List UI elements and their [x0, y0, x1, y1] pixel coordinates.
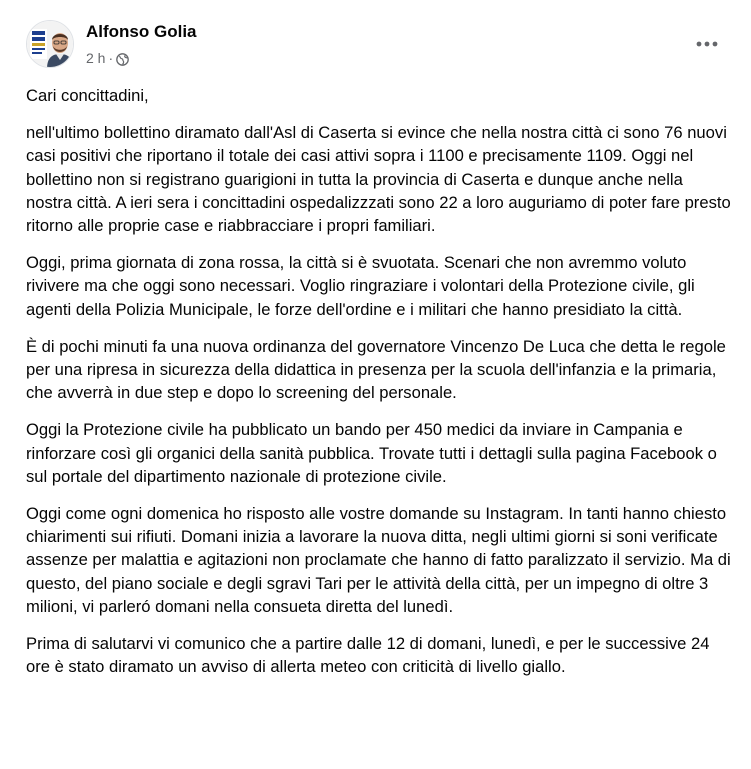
more-options-icon[interactable]: [689, 26, 725, 62]
post-paragraph: Cari concittadini,: [26, 86, 149, 105]
post-paragraph: Oggi la Protezione civile ha pubblicato un bando per 450 medici da inviare in Campania e rinforzare così gli organici della sanità pubblica. Trovate tutti i dettagli sulla pagina Facebook o sul portale del dipartimento nazionale di protezione civile.: [26, 420, 717, 486]
post-meta: [86, 49, 129, 67]
avatar[interactable]: [26, 20, 74, 68]
post-timestamp[interactable]: 2 h: [86, 50, 106, 66]
globe-icon[interactable]: [116, 52, 129, 65]
post-paragraph: È di pochi minuti fa una nuova ordinanza del governatore Vincenzo De Luca che detta le regole per una ripresa in sicurezza della didattica in presenza per la scuola dell'infanzia e la primaria, che avverrà in due step e dopo lo screening del personale.: [26, 336, 726, 403]
post-paragraph: Prima di salutarvi vi comunico che a partire dalle 12 di domani, lunedì, e per le successive 24 ore è stato diramato un avviso di allerta meteo con criticità di livello giallo.: [26, 634, 710, 677]
post-paragraph: Oggi, prima giornata di zona rossa, la città si è svuotata. Scenari che non avremmo voluto rivivere ma che oggi sono necessari. Voglio ringraziare i volontari della Protezione civile, gli agenti della Polizia Municipale, le forze dell'ordine e i militari che hanno presidiato la città.: [26, 253, 695, 319]
post-paragraph: Oggi come ogni domenica ho risposto alle vostre domande su Instagram. In tanti hanno chiesto chiarimenti sui rifiuti. Domani inizia a lavorare la nuova ditta, negli ultimi giorni si soni verificate assenze per malattia e agitazioni non proclamate che hanno di fatto paralizzato il servizio. Ma di questo, del piano sociale e degli sgravi Tari per le attività della città, per un impegno di oltre 3 milioni, vi parleró domani nella consueta diretta del lunedì.: [26, 504, 731, 616]
avatar-image: [27, 21, 74, 68]
post-header: [26, 20, 735, 72]
meta-separator: ·: [108, 50, 114, 66]
post-text: [26, 84, 731, 692]
author-name[interactable]: Alfonso Golia: [86, 22, 197, 41]
post-paragraph: nell'ultimo bollettino diramato dall'Asl di Caserta si evince che nella nostra città ci sono 76 nuovi casi positivi che riportano il totale dei casi attivi sopra i 1100 e precisamente 1109. Oggi nel bollettino non si registrano guarigioni in tutta la provincia di Caserta e dunque anche nella nostra città. A ieri sera i concittadini ospedalizzzati sono 22 a loro auguriamo di poter fare presto ritorno alle proprie case e riabbracciare i propri familiari.: [26, 123, 731, 236]
